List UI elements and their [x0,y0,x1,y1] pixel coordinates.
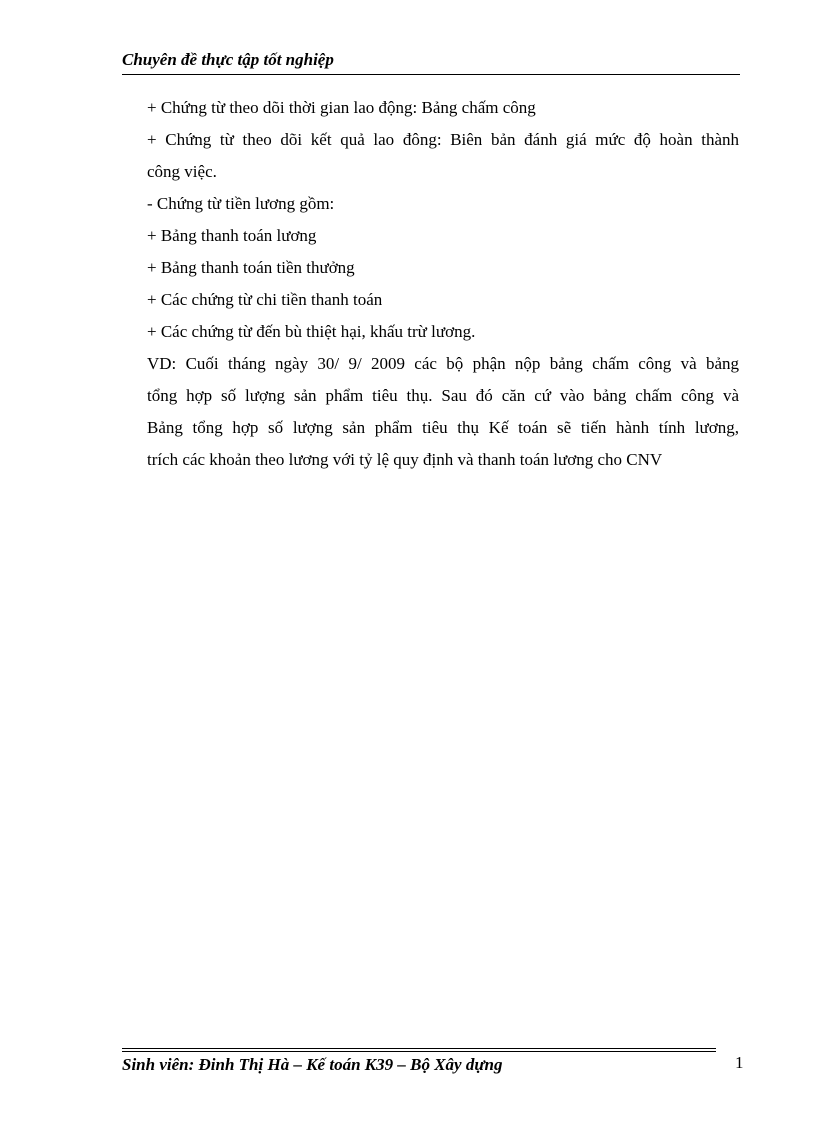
document-body [147,92,739,476]
body-line: công việc. [147,162,217,181]
footer-author: Sinh viên: Đinh Thị Hà – Kế toán K39 – Bộ Xây dựng [122,1055,503,1074]
body-line: Bảng tổng hợp số lượng sản phẩm tiêu thụ Kế toán sẽ tiến hành tính lương, [147,418,739,437]
body-line: + Bảng thanh toán tiền thưởng [147,258,355,277]
body-line: tổng hợp số lượng sản phẩm tiêu thụ. Sau đó căn cứ vào bảng chấm công và [147,386,739,405]
body-line: + Chứng từ theo dõi thời gian lao động: Bảng chấm công [147,98,536,117]
body-line: + Bảng thanh toán lương [147,226,317,245]
page-header [122,50,740,75]
body-line: trích các khoản theo lương với tỷ lệ quy định và thanh toán lương cho CNV [147,450,663,469]
footer-divider [122,1048,716,1049]
body-line: + Các chứng từ chi tiền thanh toán [147,290,383,309]
body-line: VD: Cuối tháng ngày 30/ 9/ 2009 các bộ phận nộp bảng chấm công và bảng [147,354,739,373]
footer-divider [122,1051,716,1052]
header-title: Chuyên đề thực tập tốt nghiệp [122,50,334,69]
body-line: + Chứng từ theo dõi kết quả lao đông: Biên bản đánh giá mức độ hoàn thành [147,130,739,149]
body-line: - Chứng từ tiền lương gồm: [147,194,335,213]
body-line: + Các chứng từ đến bù thiệt hại, khấu trừ lương. [147,322,476,341]
page-number: 1 [735,1053,744,1072]
